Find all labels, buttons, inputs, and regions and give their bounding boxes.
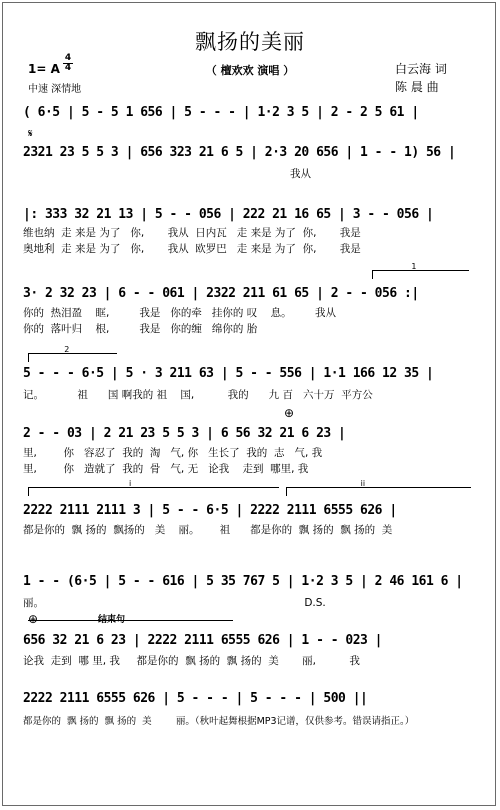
coda-icon: ⊕	[284, 406, 295, 420]
ending-ii-bracket: ii	[286, 487, 471, 496]
notation-row-5: 5 - - - 6·5 | 5 · 3 211 63 | 5 - - 556 | 1·1 166 12 35 |	[23, 365, 434, 381]
lyric-row-8: 丽。 D.S.	[23, 597, 326, 609]
lyric-row-4a: 你的 热泪盈 眶, 我是 你的牵 挂你的 叹 息。 我从	[23, 307, 336, 319]
notation-row-8: 1 - - (6·5 | 5 - - 616 | 5 35 767 5 | 1·2 3 5 | 2 46 161 6 |	[23, 573, 463, 589]
ending-i-bracket: i	[28, 487, 279, 496]
key-signature: 1= A	[28, 62, 60, 76]
lyric-row-6a: 里, 你 容忍了 我的 淘 气, 你 生长了 我的 志 气, 我	[23, 447, 323, 459]
song-title: 飘扬的美丽	[195, 30, 305, 54]
coda-icon-2: ⊕	[28, 612, 39, 626]
time-signature: 4 4	[64, 53, 72, 73]
fine-label: 结束句	[98, 615, 126, 625]
notation-row-4: 3· 2 32 23 | 6 - - 061 | 2322 211 61 65 | 2 - - 056 :|	[23, 285, 419, 301]
lyric-row-6b: 里, 你 造就了 我的 骨 气, 无 论我 走到 哪里, 我	[23, 463, 309, 475]
lyric-row-10: 都是你的 飘 扬的 飘 扬的 美 丽。（秋叶起舞根据MP3记谱，仅供参考。错误请指正。）	[23, 715, 415, 727]
fine-bracket-line	[28, 620, 233, 621]
notation-row-3: |: 333 32 21 13 | 5 - - 056 | 222 21 16 65 | 3 - - 056 |	[23, 206, 434, 222]
lyric-row-4b: 你的 落叶归 根, 我是 你的缠 绵你的 胎	[23, 323, 258, 335]
notation-row-7: 2222 2111 2111 3 | 5 - - 6·5 | 2222 2111 6555 626 |	[23, 502, 397, 518]
notation-row-10: 2222 2111 6555 626 | 5 - - - | 5 - - - | 500 ||	[23, 690, 368, 706]
notation-row-1: ( 6·5 | 5 - 5 1 656 | 5 - - - | 1·2 3 5 | 2 - 2 5 61 |	[23, 104, 419, 120]
segno-icon: 𝄋	[28, 127, 33, 140]
notation-row-9: 656 32 21 6 23 | 2222 2111 6555 626 | 1 - - 023 |	[23, 632, 383, 648]
lyric-row-9: 论我 走到 哪 里, 我 都是你的 飘 扬的 飘 扬的 美 丽, 我	[23, 655, 360, 667]
lyric-row-5: 记。 祖 国 啊我的 祖 国, 我的 九 百 六十万 平方公	[23, 389, 373, 401]
second-ending-bracket: 2	[28, 353, 117, 362]
notation-row-2: 2321 23 5 5 3 | 656 323 21 6 5 | 2·3 20 656 | 1 - - 1) 56 |	[23, 144, 456, 160]
lyric-row-7: 都是你的 飘 扬的 飘扬的 美 丽。 祖 都是你的 飘 扬的 飘 扬的 美	[23, 524, 393, 536]
lyric-row-3a: 维也纳 走 来是 为了 你, 我从 日内瓦 走 来是 为了 你, 我是	[23, 227, 361, 239]
lyric-row-2: 我从	[23, 168, 312, 180]
tempo-marking: 中速 深情地	[28, 84, 82, 95]
singer-credit: （ 檀欢欢 演唱 ）	[205, 64, 295, 77]
first-ending-bracket: 1	[372, 270, 469, 279]
lyricist-credit: 白云海 词	[395, 62, 447, 76]
score-frame	[2, 2, 496, 806]
lyric-row-3b: 奥地利 走 来是 为了 你, 我从 欧罗巴 走 来是 为了 你, 我是	[23, 243, 361, 255]
notation-row-6: 2 - - 03 | 2 21 23 5 5 3 | 6 56 32 21 6 23 |	[23, 425, 346, 441]
composer-credit: 陈 晨 曲	[395, 80, 439, 94]
